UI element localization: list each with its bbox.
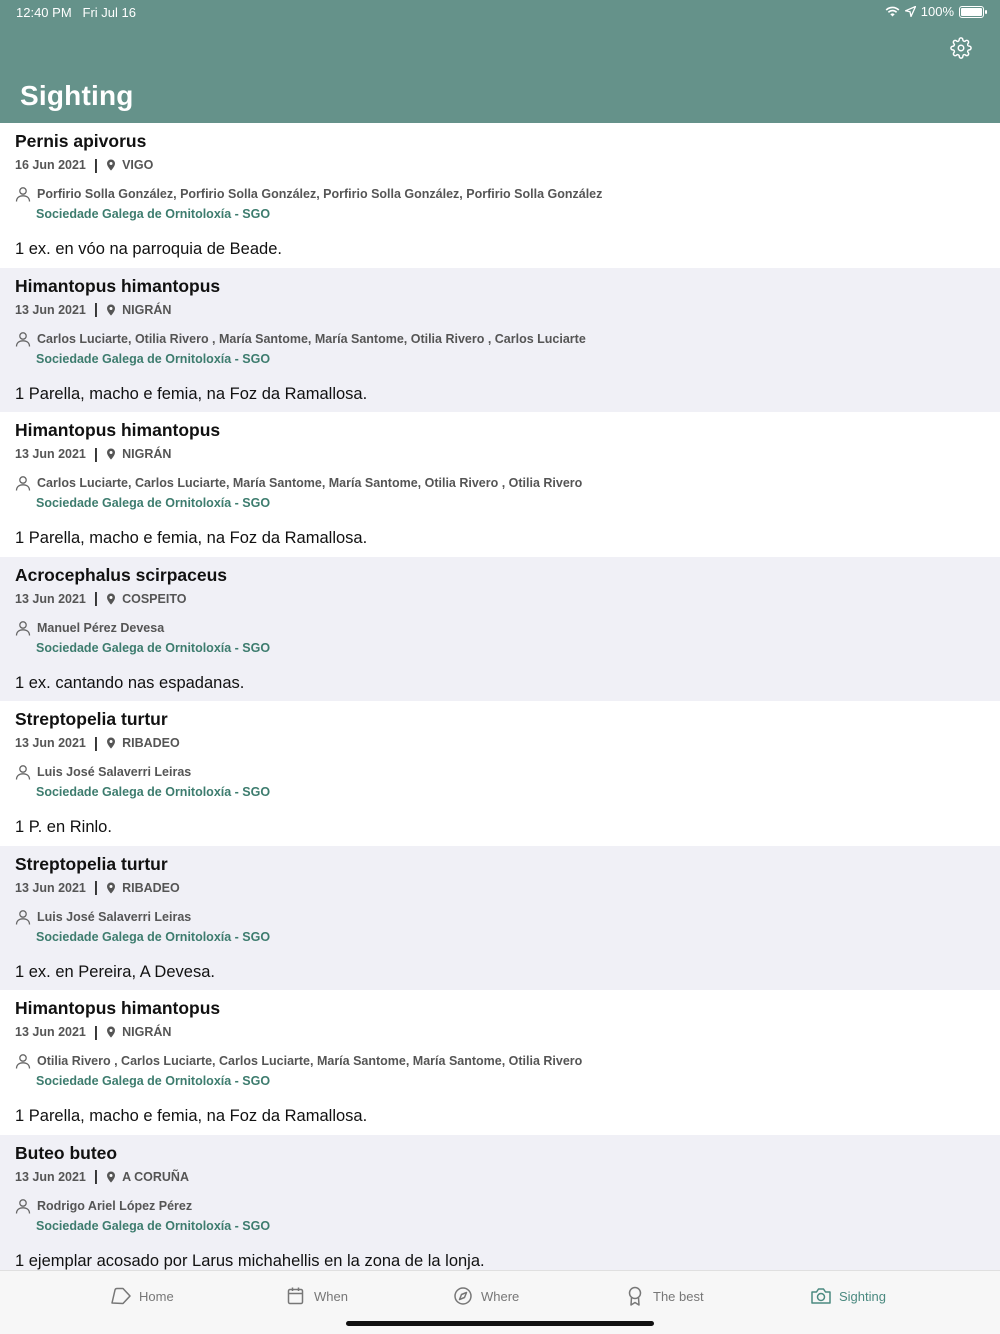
status-clock: 12:40 PM [16, 5, 72, 20]
tab-home[interactable] [110, 1286, 174, 1306]
camera-icon [810, 1286, 832, 1306]
status-bar [0, 0, 1000, 24]
status-time [16, 5, 136, 20]
observers-list: Manuel Pérez Devesa [37, 620, 165, 635]
person-icon [15, 331, 31, 347]
observers-list: Carlos Luciarte, Carlos Luciarte, María Santome, María Santome, Otilia Rivero , Otilia Rivero [37, 476, 583, 490]
person-icon [15, 475, 31, 491]
organization-link[interactable]: Sociedade Galega de Ornitoloxía - SGO [36, 496, 271, 510]
sighting-item[interactable] [0, 990, 1000, 1135]
app-header [0, 0, 1000, 123]
tab-label: The best [653, 1288, 704, 1304]
sighting-meta [15, 733, 985, 753]
sighting-date: 13 Jun 2021 [15, 1025, 86, 1039]
person-icon [15, 909, 31, 925]
observers-row [15, 186, 985, 203]
page-title: Sighting [20, 80, 134, 111]
organization-link[interactable]: Sociedade Galega de Ornitoloxía - SGO [36, 351, 271, 366]
sighting-item[interactable] [0, 557, 1000, 702]
observers-list: Luis José Salaverri Leiras [37, 909, 192, 924]
sighting-item[interactable] [0, 123, 1000, 268]
meta-separator: | [93, 301, 99, 318]
sighting-meta [15, 878, 985, 898]
sighting-meta [15, 589, 985, 609]
tab-label: When [314, 1288, 348, 1304]
status-date: Fri Jul 16 [82, 5, 136, 20]
status-indicators [885, 4, 984, 19]
sighting-date: 13 Jun 2021 [15, 591, 86, 606]
location-pin-icon [106, 159, 116, 171]
sighting-item[interactable] [0, 268, 1000, 413]
organization-link[interactable]: Sociedade Galega de Ornitoloxía - SGO [36, 640, 271, 655]
award-icon [624, 1286, 646, 1306]
location-pin-icon [106, 304, 116, 316]
sighting-note: 1 ex. cantando nas espadanas. [15, 673, 245, 692]
sighting-date: 13 Jun 2021 [15, 1169, 86, 1184]
organization-link[interactable]: Sociedade Galega de Ornitoloxía - SGO [36, 1074, 271, 1088]
sighting-note: 1 P. en Rinlo. [15, 818, 112, 836]
species-name: Himantopus himantopus [15, 275, 221, 296]
observers-row [15, 475, 985, 492]
sighting-date: 13 Jun 2021 [15, 302, 86, 317]
sighting-date: 13 Jun 2021 [15, 736, 86, 750]
location-pin-icon [106, 593, 116, 605]
meta-separator: | [93, 1023, 99, 1041]
observers-row [15, 331, 985, 348]
sighting-meta [15, 155, 985, 175]
meta-separator: | [93, 734, 99, 752]
tab-sighting[interactable] [810, 1286, 886, 1306]
observers-row [15, 909, 985, 926]
meta-separator: | [93, 1168, 99, 1185]
sighting-location: NIGRÁN [122, 447, 172, 461]
organization-link[interactable]: Sociedade Galega de Ornitoloxía - SGO [36, 207, 271, 221]
sighting-meta [15, 1022, 985, 1042]
organization-link[interactable]: Sociedade Galega de Ornitoloxía - SGO [36, 1218, 271, 1233]
tab-label: Home [139, 1288, 174, 1304]
organization-link[interactable]: Sociedade Galega de Ornitoloxía - SGO [36, 785, 271, 799]
sighting-location: A CORUÑA [122, 1169, 189, 1184]
observers-row [15, 1053, 985, 1070]
sighting-location: NIGRÁN [122, 302, 172, 317]
observers-row [15, 764, 985, 781]
sighting-note: 1 Parella, macho e femia, na Foz da Ramallosa. [15, 1107, 368, 1125]
home-indicator [346, 1321, 654, 1326]
person-icon [15, 620, 31, 636]
tab-the-best[interactable] [624, 1286, 704, 1306]
person-icon [15, 764, 31, 780]
meta-separator: | [93, 445, 99, 463]
species-name: Pernis apivorus [15, 131, 147, 151]
observers-row [15, 1198, 985, 1215]
tab-where[interactable] [452, 1286, 519, 1306]
person-icon [15, 186, 31, 202]
location-pin-icon [106, 737, 116, 749]
species-name: Himantopus himantopus [15, 998, 221, 1018]
sighting-location: NIGRÁN [122, 1025, 172, 1039]
person-icon [15, 1053, 31, 1069]
meta-separator: | [93, 590, 99, 607]
observers-list: Otilia Rivero , Carlos Luciarte, Carlos Luciarte, María Santome, María Santome, Otilia Rivero [37, 1054, 583, 1068]
compass-icon [452, 1286, 474, 1306]
sighting-location: VIGO [122, 158, 154, 172]
sighting-meta [15, 444, 985, 464]
location-arrow-icon [905, 6, 916, 17]
species-name: Streptopelia turtur [15, 709, 168, 729]
location-pin-icon [106, 882, 116, 894]
tab-label: Where [481, 1288, 520, 1304]
home-icon [110, 1286, 132, 1306]
battery-percent: 100% [920, 4, 954, 19]
tab-when[interactable] [285, 1286, 348, 1306]
sighting-date: 13 Jun 2021 [15, 447, 86, 461]
sighting-note: 1 ejemplar acosado por Larus michahellis en la zona de la lonja. [15, 1251, 485, 1270]
sighting-location: COSPEITO [122, 591, 187, 606]
person-icon [15, 1198, 31, 1214]
sighting-date: 16 Jun 2021 [15, 158, 86, 172]
meta-separator: | [93, 156, 99, 174]
sighting-location: RIBADEO [122, 736, 180, 750]
observers-list: Porfirio Solla González, Porfirio Solla González, Porfirio Solla González, Porfirio Solla González [37, 187, 603, 201]
location-pin-icon [106, 1171, 116, 1183]
species-name: Buteo buteo [15, 1142, 118, 1163]
species-name: Streptopelia turtur [15, 853, 168, 874]
calendar-icon [285, 1286, 307, 1306]
observers-list: Carlos Luciarte, Otilia Rivero , María Santome, María Santome, Otilia Rivero , Carlos Luciarte [37, 331, 586, 346]
sighting-note: 1 ex. en vóo na parroquia de Beade. [15, 240, 282, 258]
sighting-note: 1 Parella, macho e femia, na Foz da Ramallosa. [15, 384, 368, 403]
sighting-location: RIBADEO [122, 880, 180, 895]
sighting-meta [15, 1167, 985, 1187]
observers-list: Luis José Salaverri Leiras [37, 765, 192, 779]
species-name: Acrocephalus scirpaceus [15, 564, 228, 585]
battery-icon [959, 6, 984, 18]
sighting-note: 1 Parella, macho e femia, na Foz da Ramallosa. [15, 529, 368, 547]
sighting-meta [15, 300, 985, 320]
sighting-note: 1 ex. en Pereira, A Devesa. [15, 962, 215, 981]
organization-link[interactable]: Sociedade Galega de Ornitoloxía - SGO [36, 929, 271, 944]
sighting-item[interactable] [0, 701, 1000, 846]
wifi-icon [885, 6, 900, 17]
sighting-list[interactable] [0, 123, 1000, 1270]
observers-list: Rodrigo Ariel López Pérez [37, 1198, 193, 1213]
location-pin-icon [106, 448, 116, 460]
observers-row [15, 620, 985, 637]
meta-separator: | [93, 879, 99, 896]
tab-label: Sighting [839, 1288, 886, 1304]
species-name: Himantopus himantopus [15, 420, 221, 440]
gear-icon[interactable] [950, 37, 972, 59]
sighting-date: 13 Jun 2021 [15, 880, 86, 895]
location-pin-icon [106, 1026, 116, 1038]
sighting-item[interactable] [0, 1135, 1000, 1271]
sighting-item[interactable] [0, 412, 1000, 557]
sighting-item[interactable] [0, 846, 1000, 991]
